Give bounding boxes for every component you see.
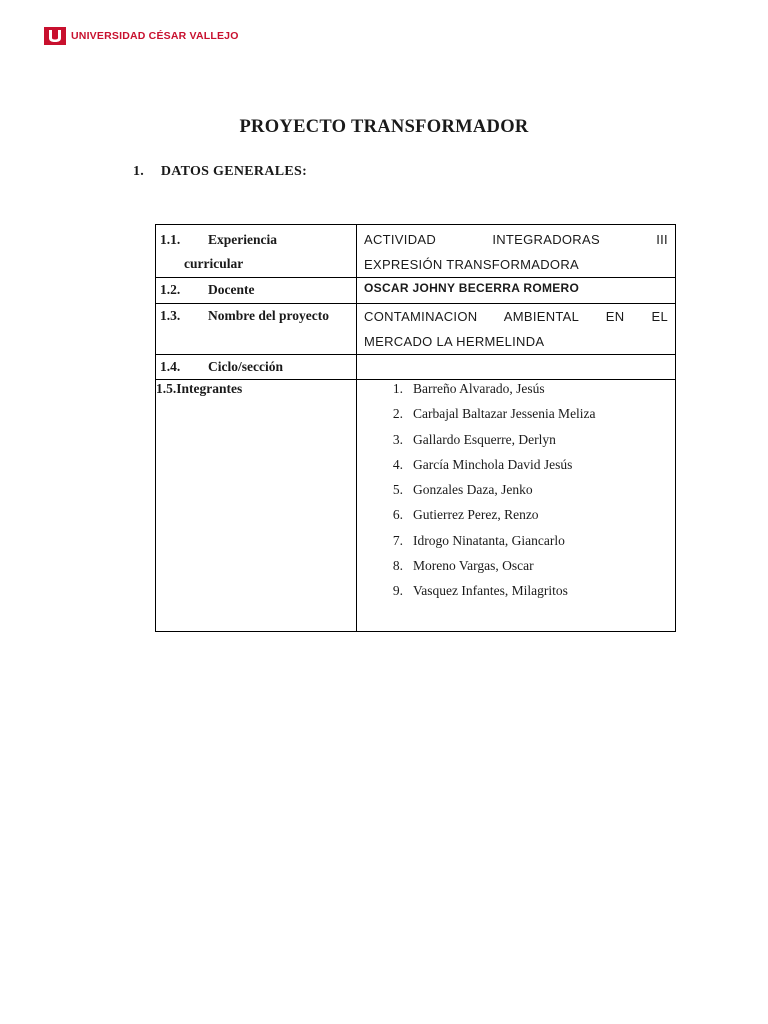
item-number: 1. [392, 381, 403, 396]
member-name: Gutierrez Perez, Renzo [413, 507, 539, 523]
row-label: Experiencia [208, 232, 277, 247]
list-item [357, 431, 675, 456]
member-name: Vasquez Infantes, Milagritos [413, 583, 568, 599]
row-label: Nombre del proyecto [208, 308, 329, 323]
members-list [357, 380, 675, 608]
document-title: PROYECTO TRANSFORMADOR [239, 117, 529, 137]
member-name: Idrogo Ninatanta, Giancarlo [413, 532, 565, 548]
list-item [357, 405, 675, 430]
item-number: 9. [392, 583, 403, 599]
ucv-shield-icon [44, 25, 66, 47]
list-item [357, 532, 675, 557]
row-label: Docente [208, 282, 255, 297]
general-data-table [155, 224, 676, 632]
item-number: 5. [392, 482, 403, 498]
value-word: INTEGRADORAS [492, 232, 600, 247]
row-value-cell [357, 225, 676, 278]
item-number: 3. [392, 431, 403, 447]
list-item [357, 557, 675, 582]
table-row [156, 278, 676, 304]
row-number: 1.4. [160, 359, 181, 374]
list-item [357, 506, 675, 531]
table-row [156, 380, 676, 632]
member-name: Moreno Vargas, Oscar [413, 558, 534, 574]
institution-name: UNIVERSIDAD CÉSAR VALLEJO [71, 30, 239, 42]
table-row [156, 304, 676, 355]
value-word: CONTAMINACION [364, 309, 478, 324]
list-item [357, 582, 675, 607]
list-item [357, 481, 675, 506]
table-row [156, 225, 676, 278]
row-value-continued: EXPRESIÓN TRANSFORMADORA [364, 257, 579, 272]
row-number: 1.3. [160, 308, 181, 323]
row-value-cell [357, 278, 676, 304]
section-heading [133, 164, 307, 180]
item-number: 4. [392, 456, 403, 472]
row-label-cell [156, 278, 357, 304]
row-label-cell [156, 304, 357, 355]
row-value-continued: MERCADO LA HERMELINDA [364, 334, 545, 349]
docente-name: OSCAR JOHNY BECERRA ROMERO [364, 281, 580, 295]
item-number: 7. [392, 532, 403, 548]
table-row [156, 355, 676, 380]
value-word: III [656, 232, 668, 247]
value-word: AMBIENTAL [503, 309, 579, 324]
member-name: García Minchola David Jesús [413, 456, 573, 472]
row-value-cell [357, 355, 676, 380]
ciclo-value [357, 355, 675, 357]
item-number: 6. [392, 507, 403, 523]
list-item [357, 380, 675, 405]
row-number: 1.1. [160, 232, 181, 247]
row-value-cell [357, 304, 676, 355]
member-name: Gallardo Esquerre, Derlyn [413, 431, 556, 447]
member-name: Gonzales Daza, Jenko [413, 482, 533, 498]
row-label-cell [156, 355, 357, 380]
section-label: DATOS GENERALES: [160, 164, 308, 179]
value-word: ACTIVIDAD [364, 232, 437, 247]
value-word: EN [605, 309, 625, 324]
value-word: EL [651, 309, 668, 324]
row-label-cell [156, 380, 357, 632]
member-name: Barreño Alvarado, Jesús [413, 381, 545, 396]
item-number: 8. [392, 558, 403, 574]
row-value-cell [357, 380, 676, 632]
list-item [357, 456, 675, 481]
university-logo [44, 24, 239, 48]
member-name: Carbajal Baltazar Jessenia Meliza [413, 406, 596, 422]
row-label-cell [156, 225, 357, 278]
row-label: 1.5.Integrantes [156, 381, 243, 396]
section-number: 1. [133, 164, 145, 179]
row-label-continued: curricular [184, 256, 244, 271]
item-number: 2. [392, 406, 403, 422]
row-number: 1.2. [160, 282, 181, 297]
row-label: Ciclo/sección [208, 359, 283, 374]
